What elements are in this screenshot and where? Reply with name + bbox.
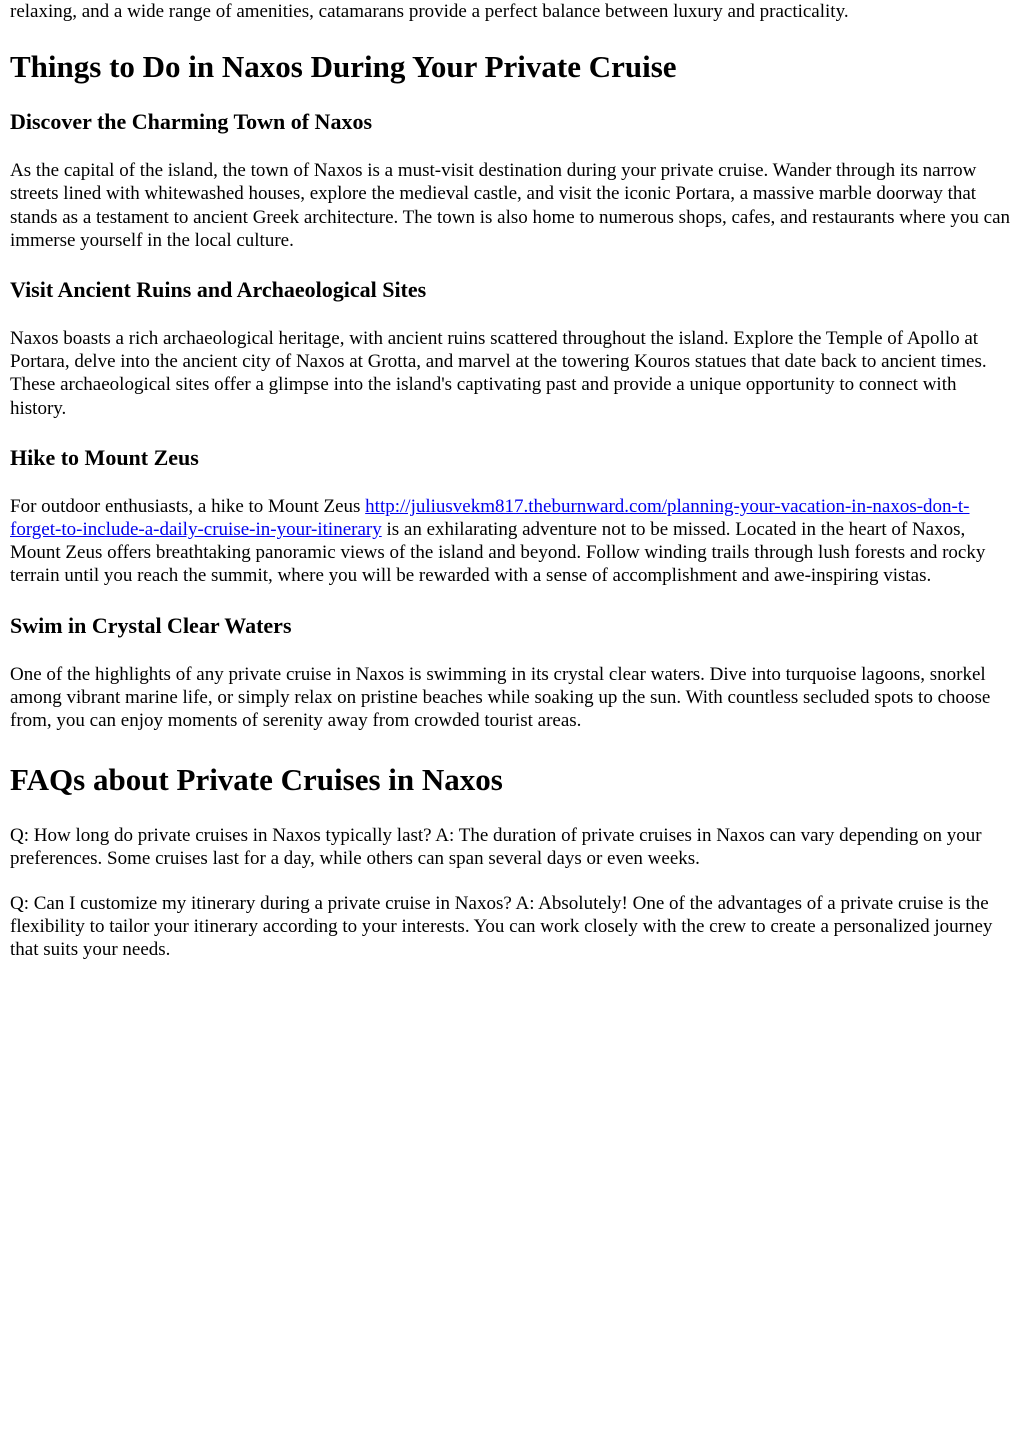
intro-fragment-paragraph: relaxing, and a wide range of amenities, catamarans provide a perfect balance between luxury and practicality. [10,1,849,22]
zeus-text-before-link: For outdoor enthusiasts, a hike to Mount Zeus [10,495,366,517]
swim-subsection-heading: Swim in Crystal Clear Waters [10,612,292,638]
things-to-do-heading-block [10,49,1014,85]
zeus-text-after-link: is an exhilarating adventure not to be missed. Located in the heart of Naxos, Mount Zeus offers breathtaking panoramic views of the island and beyond. Follow winding trails through lush forests and rocky terrain until you reach the summit, where you will be rewarded with a sense of accomplishment and awe-inspiring vistas. [10,519,986,587]
swim-subsection-heading-block [10,613,1014,639]
zeus-subsection-heading: Hike to Mount Zeus [10,444,199,470]
town-subsection-paragraph: As the capital of the island, the town of Naxos is a must-visit destination during your private cruise. Wander through its narrow streets lined with whitewashed houses, explore the medieval castle, and visit the iconic Portara, a massive marble doorway that stands as a testament to ancient Greek architecture. The town is also home to numerous shops, cafes, and restaurants where you can immerse yourself in the local culture. [10,160,1010,251]
faq-item: Q: How long do private cruises in Naxos typically last? A: The duration of private cruises in Naxos can vary depending on your preferences. Some cruises last for a day, while others can span several days or even weeks. [10,825,982,870]
ruins-subsection-paragraph: Naxos boasts a rich archaeological heritage, with ancient ruins scattered throughout the island. Explore the Temple of Apollo at Portara, delve into the ancient city of Naxos at Grotta, and marvel at the towering Kouros statues that date back to ancient times. These archaeological sites offer a glimpse into the island's captivating past and provide a unique opportunity to connect with history. [10,328,987,419]
faqs-heading-block [10,762,1014,798]
zeus-subsection-paragraph [10,495,1014,588]
ruins-subsection-heading-block [10,277,1014,303]
swim-subsection-paragraph: One of the highlights of any private cruise in Naxos is swimming in its crystal clear waters. Dive into turquoise lagoons, snorkel among vibrant marine life, or simply relax on pristine beaches while soaking up the sun. With countless secluded spots to choose from, you can enjoy moments of serenity away from crowded tourist areas. [10,663,991,732]
ruins-subsection-heading: Visit Ancient Ruins and Archaeological Sites [10,277,427,303]
town-subsection-heading: Discover the Charming Town of Naxos [10,109,373,135]
faqs-heading: FAQs about Private Cruises in Naxos [10,762,503,798]
itinerary-link[interactable]: http://juliusvekm817.theburnward.com/planning-your-vacation-in-naxos-don-t-forget-to-include-a-daily-cruise-in-your-itinerary [10,495,970,541]
faq-item: Q: Can I customize my itinerary during a private cruise in Naxos? A: Absolutely! One of the advantages of a private cruise is the flexibility to tailor your itinerary according to your interests. You can work closely with the crew to create a personalized journey that suits your needs. [10,892,993,961]
things-to-do-heading: Things to Do in Naxos During Your Private Cruise [10,49,677,85]
town-subsection-heading-block [10,109,1014,135]
zeus-subsection-heading-block [10,445,1014,471]
